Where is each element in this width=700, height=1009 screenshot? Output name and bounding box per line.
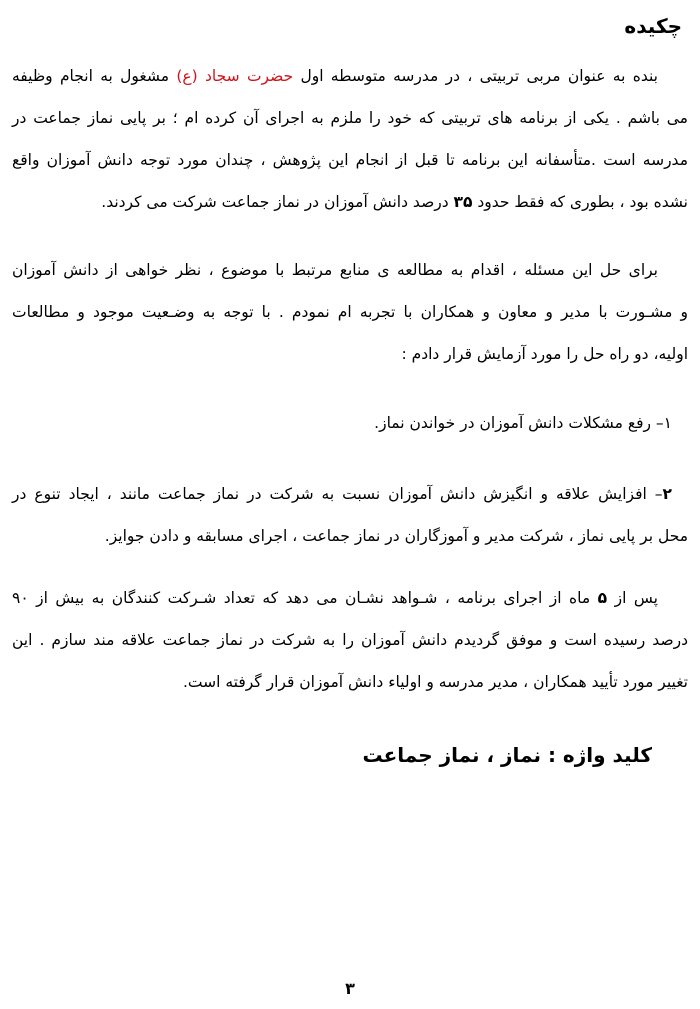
text-segment: پس از bbox=[607, 589, 658, 607]
highlighted-name: حضرت سجاد (ع) bbox=[176, 67, 294, 85]
paragraph-3-line-1 bbox=[12, 586, 658, 610]
abstract-title: چکیده bbox=[624, 14, 682, 38]
item-text: – افزایش علاقه و انگیزش دانش آموزان نسبت به شرکت در نماز جماعت مانند ، ایجاد تنوع در bbox=[12, 485, 663, 503]
solution-item-2-line-2: محل بر پایی نماز ، شرکت مدیر و آموزگاران در نماز جماعت ، اجرای مسابقه و دادن جوایز. bbox=[104, 527, 688, 545]
text-segment: مشغول به انجام وظیفه bbox=[12, 67, 177, 85]
months-value: ۵ bbox=[597, 589, 608, 607]
solution-item-2-line-1 bbox=[12, 482, 672, 506]
text-segment: درصد دانش آموزان در نماز جماعت شرکت می کردند. bbox=[101, 193, 454, 211]
paragraph-1-line-1 bbox=[12, 64, 658, 88]
item-number: ۲ bbox=[662, 485, 672, 503]
page-number: ۳ bbox=[345, 979, 355, 998]
item-text: – رفع مشکلات دانش آموزان در خواندن نماز. bbox=[374, 414, 664, 432]
paragraph-3-line-2: درصد رسیده است و موفق گردیدم دانش آموزان را به شرکت در نماز جماعت علاقه مند سازم . این bbox=[12, 631, 688, 649]
paragraph-1-line-2: می باشم . یکی از برنامه های تربیتی که خود را ملزم به اجرای آن کرده ام ؛ بر پایی نماز جماعت در bbox=[12, 109, 688, 127]
text-segment: ماه از اجرای برنامه ، شـواهد نشـان می دهد که تعداد شـرکت کنندگان به بیش از ۹۰ bbox=[12, 589, 598, 607]
paragraph-2-line-1: برای حل این مسئله ، اقدام به مطالعه ی منابع مرتبط با موضوع ، نظر خواهی از دانش آموزان bbox=[12, 261, 658, 279]
keywords: کلید واژه : نماز ، نماز جماعت bbox=[362, 743, 652, 767]
paragraph-2-line-2: و مشـورت با مدیر و معاون و همکاران با تجربه ام نمودم . با توجه به وضـعیت موجود و مطالعات bbox=[12, 303, 688, 321]
paragraph-2-line-3: اولیه، دو راه حل را مورد آزمایش قرار دادم : bbox=[401, 345, 688, 363]
percentage-value: ۳۵ bbox=[453, 193, 473, 211]
paragraph-3-line-3: تغییر مورد تأیید همکاران ، مدیر مدرسه و اولیاء دانش آموزان قرار گرفته است. bbox=[182, 673, 688, 691]
paragraph-1-line-3: مدرسه است .متأسفانه این برنامه تا قبل از انجام این پژوهش ، چندان مورد توجه دانش آموزان واقع bbox=[12, 151, 688, 169]
text-segment: بنده به عنوان مربی تربیتی ، در مدرسه متوسطه اول bbox=[293, 67, 658, 85]
paragraph-1-line-4 bbox=[12, 190, 688, 214]
item-number: ۱ bbox=[663, 414, 672, 432]
solution-item-1 bbox=[12, 411, 672, 435]
text-segment: نشده بود ، بطوری که فقط حدود bbox=[472, 193, 688, 211]
